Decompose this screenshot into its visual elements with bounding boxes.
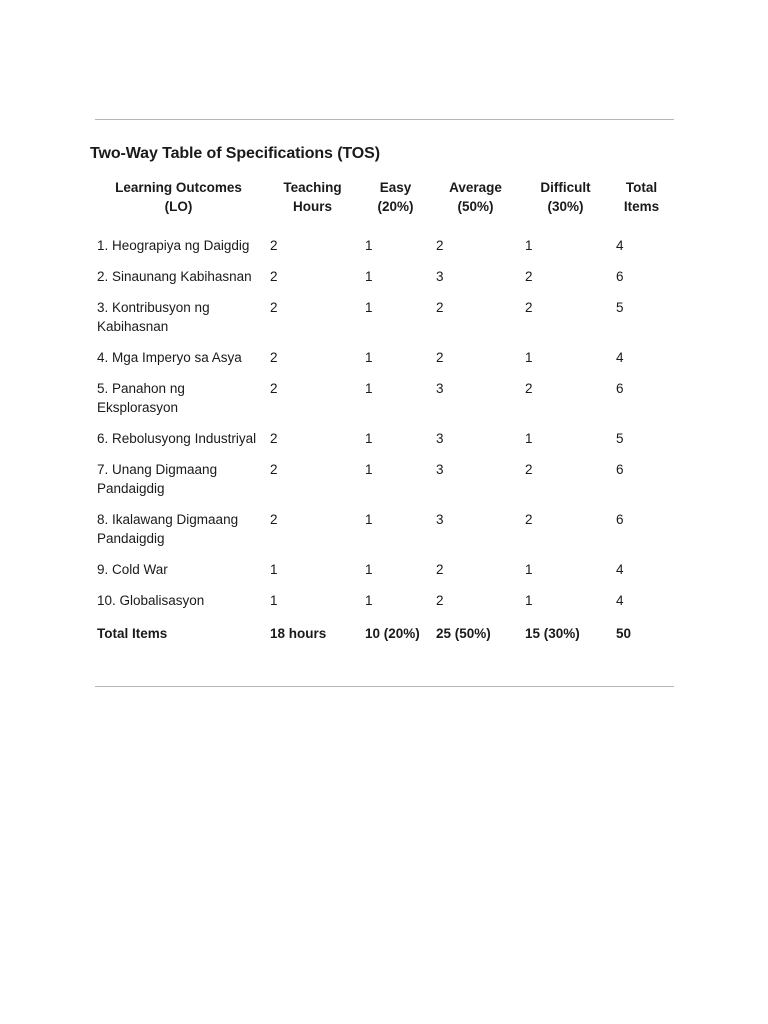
total-items: 50: [616, 626, 632, 641]
table-row: [92, 231, 672, 262]
table-row: [92, 262, 672, 293]
cell-average: 3: [436, 431, 444, 446]
cell-difficult: 2: [525, 269, 533, 284]
table-row: [92, 505, 672, 555]
cell-total-items: 4: [616, 238, 624, 253]
cell-average: 2: [436, 300, 444, 315]
cell-teaching-hours: 2: [270, 238, 278, 253]
cell-difficult: 1: [525, 593, 533, 608]
cell-total-items: 4: [616, 593, 624, 608]
cell-difficult: 2: [525, 462, 533, 477]
table-row: [92, 555, 672, 586]
cell-teaching-hours: 2: [270, 269, 278, 284]
total-difficult: 15 (30%): [525, 626, 580, 641]
bottom-divider: [95, 686, 674, 687]
header-total-items: Total Items: [623, 180, 660, 214]
header-teaching-hours: Teaching Hours: [283, 180, 342, 214]
cell-average: 2: [436, 562, 444, 577]
cell-easy: 1: [365, 350, 373, 365]
cell-easy: 1: [365, 562, 373, 577]
cell-teaching-hours: 2: [270, 381, 278, 396]
cell-total-items: 6: [616, 381, 624, 396]
top-divider: [95, 119, 674, 120]
cell-difficult: 2: [525, 300, 533, 315]
cell-total-items: 4: [616, 350, 624, 365]
cell-average: 3: [436, 462, 444, 477]
cell-teaching-hours: 1: [270, 593, 278, 608]
cell-difficult: 1: [525, 562, 533, 577]
cell-learning-outcome: 6. Rebolusyong Industriyal: [97, 431, 257, 446]
table-row: [92, 343, 672, 374]
cell-learning-outcome: 9. Cold War: [97, 562, 168, 577]
cell-easy: 1: [365, 381, 373, 396]
cell-total-items: 4: [616, 562, 624, 577]
total-label: Total Items: [97, 626, 168, 641]
cell-average: 2: [436, 593, 444, 608]
cell-easy: 1: [365, 269, 373, 284]
cell-easy: 1: [365, 238, 373, 253]
total-average: 25 (50%): [436, 626, 491, 641]
header-average: Average (50%): [449, 180, 502, 214]
cell-total-items: 5: [616, 300, 624, 315]
cell-difficult: 1: [525, 238, 533, 253]
cell-total-items: 6: [616, 269, 624, 284]
cell-difficult: 1: [525, 431, 533, 446]
cell-easy: 1: [365, 431, 373, 446]
table-row: [92, 455, 672, 505]
cell-learning-outcome: 5. Panahon ng Eksplorasyon: [97, 381, 185, 415]
cell-learning-outcome: 7. Unang Digmaang Pandaigdig: [97, 462, 218, 496]
cell-easy: 1: [365, 512, 373, 527]
cell-learning-outcome: 1. Heograpiya ng Daigdig: [97, 238, 250, 253]
cell-total-items: 6: [616, 462, 624, 477]
cell-teaching-hours: 1: [270, 562, 278, 577]
cell-average: 2: [436, 238, 444, 253]
total-easy: 10 (20%): [365, 626, 420, 641]
header-difficult: Difficult (30%): [540, 180, 591, 214]
specifications-table: [92, 177, 672, 650]
table-row: [92, 424, 672, 455]
cell-easy: 1: [365, 300, 373, 315]
cell-difficult: 2: [525, 512, 533, 527]
total-teaching-hours: 18 hours: [270, 626, 327, 641]
table-row: [92, 586, 672, 617]
cell-average: 3: [436, 269, 444, 284]
cell-total-items: 5: [616, 431, 624, 446]
cell-teaching-hours: 2: [270, 462, 278, 477]
cell-average: 2: [436, 350, 444, 365]
cell-average: 3: [436, 512, 444, 527]
cell-learning-outcome: 2. Sinaunang Kabihasnan: [97, 269, 252, 284]
cell-total-items: 6: [616, 512, 624, 527]
cell-average: 3: [436, 381, 444, 396]
cell-learning-outcome: 4. Mga Imperyo sa Asya: [97, 350, 242, 365]
table-row: [92, 293, 672, 343]
cell-learning-outcome: 8. Ikalawang Digmaang Pandaigdig: [97, 512, 239, 546]
document-title: Two-Way Table of Specifications (TOS): [90, 145, 380, 162]
header-easy: Easy (20%): [377, 180, 414, 214]
cell-teaching-hours: 2: [270, 300, 278, 315]
cell-easy: 1: [365, 593, 373, 608]
cell-easy: 1: [365, 462, 373, 477]
cell-difficult: 2: [525, 381, 533, 396]
table-header-row: [92, 177, 672, 231]
cell-difficult: 1: [525, 350, 533, 365]
cell-teaching-hours: 2: [270, 431, 278, 446]
cell-teaching-hours: 2: [270, 512, 278, 527]
cell-learning-outcome: 3. Kontribusyon ng Kabihasnan: [97, 300, 210, 334]
table-row: [92, 374, 672, 424]
totals-row: [92, 617, 672, 650]
cell-teaching-hours: 2: [270, 350, 278, 365]
header-learning-outcomes: Learning Outcomes (LO): [115, 180, 242, 214]
cell-learning-outcome: 10. Globalisasyon: [97, 593, 205, 608]
